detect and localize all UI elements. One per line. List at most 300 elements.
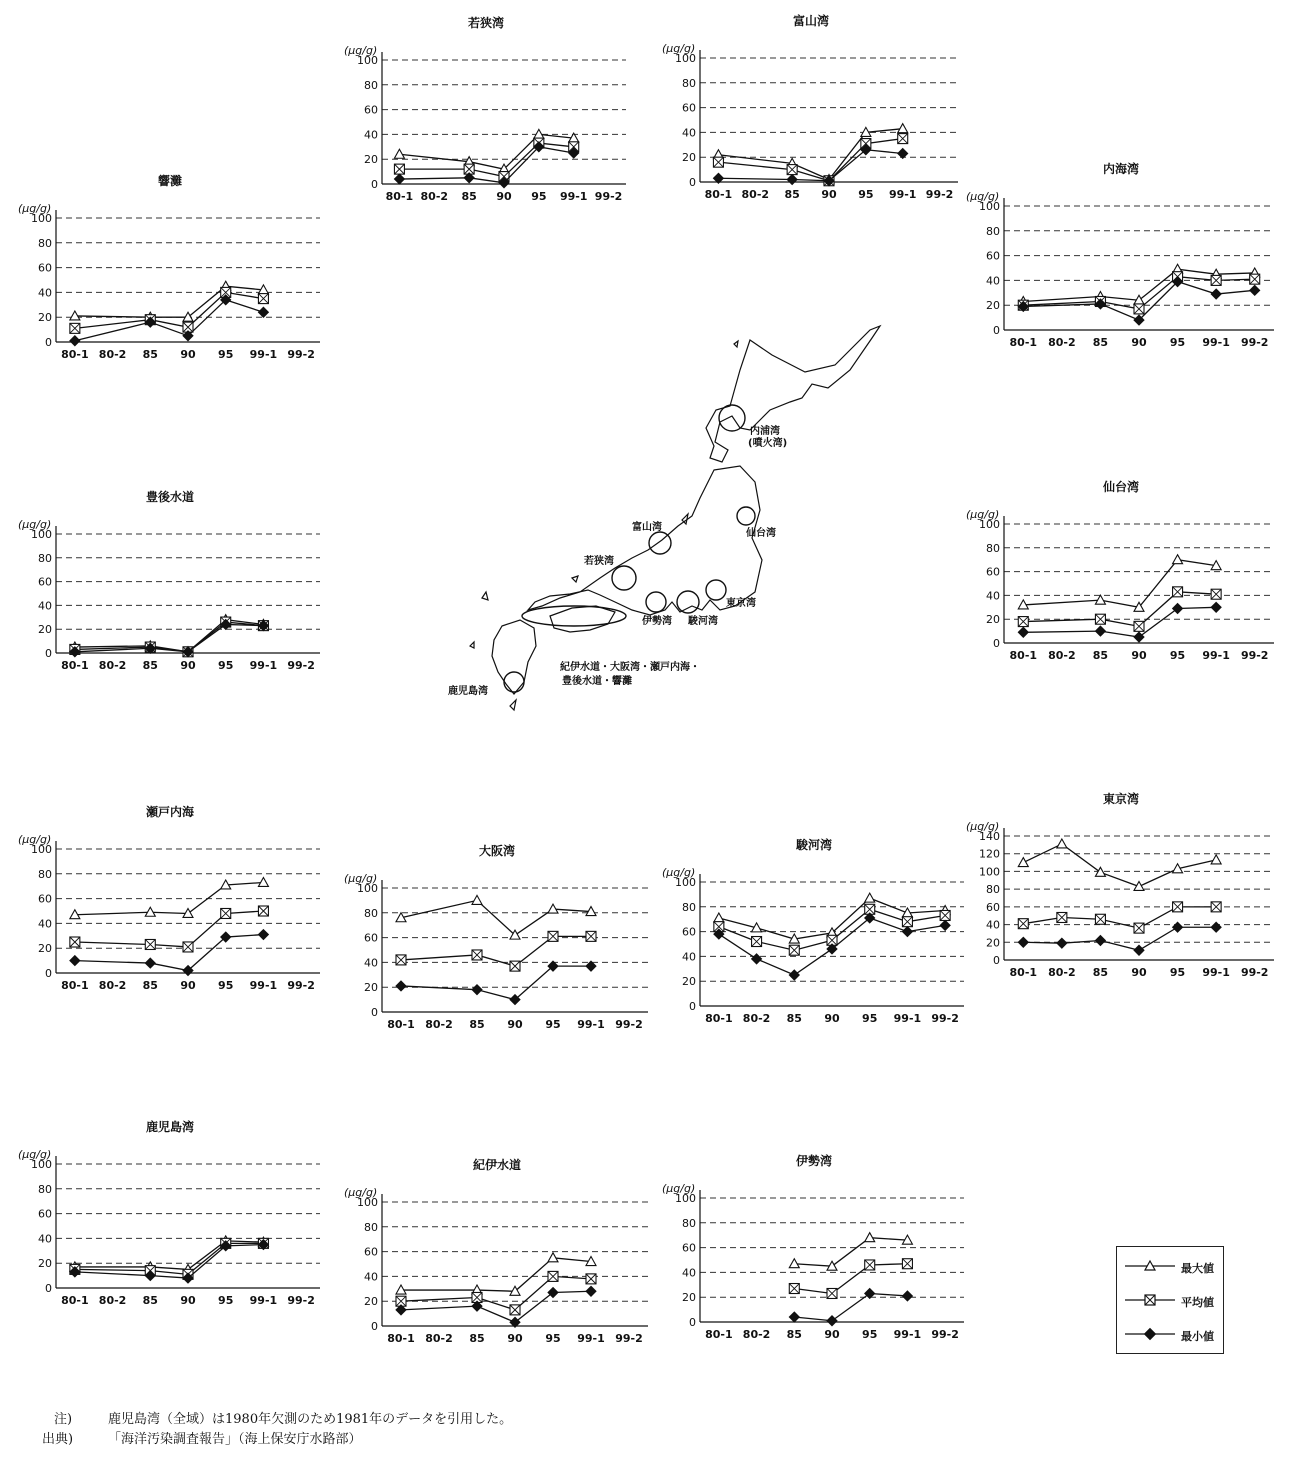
y-tick-label: 60 <box>38 892 52 906</box>
map-label-funka: (噴火湾) <box>748 438 788 449</box>
y-tick-label: 40 <box>38 286 52 300</box>
x-tick-label: 80-2 <box>1048 966 1076 979</box>
x-tick-label: 95 <box>858 188 874 201</box>
x-tick-label: 99-1 <box>559 190 588 203</box>
data-point-avg <box>1018 617 1028 627</box>
x-tick-label: 80-1 <box>705 1328 733 1341</box>
series-line-max <box>75 286 264 317</box>
data-point-min <box>1211 922 1221 932</box>
triangle-marker-icon <box>1123 1259 1177 1273</box>
rishiri-island <box>734 341 738 347</box>
chart-plot <box>656 1152 972 1352</box>
y-tick-label: 0 <box>45 1282 52 1295</box>
y-tick-label: 80 <box>38 867 52 881</box>
y-tick-label: 60 <box>38 1207 52 1221</box>
y-tick-label: 100 <box>675 52 696 65</box>
map-label-sendai: 仙台湾 <box>746 528 776 539</box>
data-point-min <box>752 954 762 964</box>
circle-toyama <box>649 532 671 554</box>
chart-bungo-channel <box>12 488 328 683</box>
y-unit-label: (μg/g) <box>662 1182 696 1195</box>
circle-uchiura <box>719 405 745 431</box>
oki-islands <box>572 576 578 582</box>
y-tick-label: 100 <box>675 876 696 889</box>
y-tick-label: 0 <box>689 1000 696 1013</box>
y-tick-label: 100 <box>357 1196 378 1209</box>
data-point-min <box>586 1286 596 1296</box>
x-tick-label: 90 <box>824 1012 840 1025</box>
data-point-max <box>472 895 482 904</box>
y-unit-label: (μg/g) <box>18 1148 52 1161</box>
chart-plot <box>12 1118 328 1318</box>
series-line-max <box>401 1258 591 1291</box>
chart-tokyo-bay <box>960 790 1282 990</box>
x-tick-label: 95 <box>218 348 234 361</box>
y-tick-label: 80 <box>682 1216 696 1230</box>
x-tick-label: 80-1 <box>385 190 414 203</box>
y-tick-label: 40 <box>38 1232 52 1246</box>
data-point-avg <box>1095 614 1105 624</box>
circle-suruga <box>677 591 699 613</box>
x-tick-label: 95 <box>545 1332 561 1345</box>
y-tick-label: 0 <box>45 967 52 980</box>
chart-title: 若狭湾 <box>467 16 504 30</box>
data-point-min <box>258 307 268 317</box>
x-tick-label: 85 <box>142 348 158 361</box>
kyushu-outline <box>492 620 536 694</box>
x-tick-label: 80-1 <box>1009 966 1038 979</box>
y-tick-label: 0 <box>371 1006 378 1019</box>
y-tick-label: 100 <box>675 1192 696 1205</box>
x-tick-label: 80-1 <box>61 979 89 992</box>
x-tick-label: 99-2 <box>1240 336 1269 349</box>
y-unit-label: (μg/g) <box>966 508 1000 521</box>
x-tick-label: 90 <box>180 1294 196 1307</box>
y-unit-label: (μg/g) <box>18 202 52 215</box>
chart-title: 駿河湾 <box>795 838 832 852</box>
map-label-uchiura: 内浦湾 <box>750 426 780 437</box>
x-tick-label: 85 <box>142 979 158 992</box>
map-label-wakasa: 若狭湾 <box>584 556 614 567</box>
circle-wakasa <box>612 566 636 590</box>
x-tick-label: 80-1 <box>387 1332 415 1345</box>
y-tick-label: 20 <box>682 151 696 165</box>
y-tick-label: 20 <box>364 1295 378 1309</box>
y-tick-label: 20 <box>986 613 1000 627</box>
data-point-min <box>1095 626 1105 636</box>
data-point-max <box>1134 881 1144 890</box>
y-tick-label: 80 <box>38 551 52 565</box>
data-point-avg <box>70 937 80 947</box>
data-point-avg <box>145 939 155 949</box>
y-tick-label: 60 <box>364 931 378 945</box>
tsushima-island <box>482 592 488 600</box>
data-point-avg <box>510 1305 520 1315</box>
y-tick-label: 120 <box>979 847 1000 861</box>
y-tick-label: 0 <box>45 647 52 660</box>
data-point-min <box>1018 937 1028 947</box>
data-point-avg <box>787 165 797 175</box>
chart-plot <box>960 478 1282 673</box>
x-tick-label: 99-2 <box>287 659 315 672</box>
x-tick-label: 80-1 <box>61 1294 89 1307</box>
data-point-avg <box>472 950 482 960</box>
series-line-min <box>75 935 264 971</box>
data-point-max <box>258 877 268 886</box>
x-tick-label: 85 <box>142 659 158 672</box>
circle-kagoshima <box>504 672 524 692</box>
series-line-max <box>1023 844 1216 887</box>
data-point-max <box>1018 858 1028 867</box>
y-tick-label: 60 <box>986 249 1000 263</box>
y-unit-label: (μg/g) <box>18 833 52 846</box>
source-note <box>42 1428 362 1447</box>
chart-plot <box>960 790 1282 990</box>
x-tick-label: 85 <box>461 190 477 203</box>
chart-plot <box>338 1156 656 1356</box>
data-point-min <box>394 174 404 184</box>
x-tick-label: 80-2 <box>742 1328 771 1341</box>
series-line-avg <box>75 292 264 328</box>
y-tick-label: 40 <box>364 956 378 970</box>
data-point-avg <box>940 910 950 920</box>
footnote-text: 鹿児島湾（全域）は1980年欠測のため1981年のデータを引用した。 <box>108 1412 513 1427</box>
x-tick-label: 80-1 <box>1009 336 1038 349</box>
okinawa-outline <box>510 700 516 710</box>
data-point-max <box>548 1253 558 1262</box>
data-point-avg <box>789 1284 799 1294</box>
series-line-min <box>75 624 264 651</box>
data-point-max <box>865 1233 875 1242</box>
y-tick-label: 80 <box>986 541 1000 555</box>
x-tick-label: 99-1 <box>249 979 278 992</box>
chart-title: 大阪湾 <box>478 844 515 858</box>
legend <box>1116 1246 1224 1354</box>
y-tick-label: 20 <box>986 936 1000 950</box>
ellipse-seto <box>522 606 626 626</box>
series-line-avg <box>401 936 591 966</box>
footnote <box>54 1408 512 1427</box>
x-tick-label: 80-1 <box>61 659 89 672</box>
x-tick-label: 80-2 <box>98 659 127 672</box>
x-tick-label: 99-2 <box>287 1294 315 1307</box>
x-tick-label: 99-1 <box>1202 966 1230 979</box>
data-point-min <box>1134 945 1144 955</box>
x-tick-label: 99-1 <box>888 188 917 201</box>
y-tick-label: 0 <box>689 176 696 189</box>
x-tick-label: 99-2 <box>615 1332 643 1345</box>
y-tick-label: 60 <box>986 565 1000 579</box>
source-label: 出典) <box>42 1432 74 1447</box>
y-tick-label: 100 <box>979 518 1000 531</box>
data-point-avg <box>548 931 558 941</box>
x-tick-label: 80-1 <box>705 1012 733 1025</box>
x-tick-label: 99-2 <box>1240 649 1269 662</box>
chart-plot <box>12 803 328 1003</box>
x-tick-label: 90 <box>1131 649 1147 662</box>
x-tick-label: 80-2 <box>1048 649 1076 662</box>
data-point-max <box>789 1259 799 1268</box>
y-tick-label: 80 <box>682 76 696 90</box>
data-point-avg <box>1018 919 1028 929</box>
y-tick-label: 60 <box>38 261 52 275</box>
y-tick-label: 40 <box>38 599 52 613</box>
data-point-avg <box>1095 914 1105 924</box>
x-tick-label: 95 <box>1169 966 1186 979</box>
data-point-max <box>898 124 908 133</box>
x-tick-label: 99-2 <box>287 979 315 992</box>
series-line-avg <box>401 1276 591 1309</box>
y-tick-label: 20 <box>682 975 696 989</box>
chart-ise-bay <box>656 1152 972 1352</box>
x-tick-label: 90 <box>180 348 196 361</box>
x-tick-label: 85 <box>1092 966 1109 979</box>
series-line-max <box>718 129 902 180</box>
data-point-min <box>396 981 406 991</box>
data-point-avg <box>183 942 193 952</box>
x-tick-label: 80-1 <box>387 1018 415 1031</box>
x-tick-label: 99-2 <box>931 1012 959 1025</box>
x-tick-label: 95 <box>531 190 547 203</box>
x-tick-label: 95 <box>1169 336 1186 349</box>
x-tick-label: 99-1 <box>577 1332 605 1345</box>
x-tick-label: 85 <box>469 1332 485 1345</box>
chart-plot <box>12 172 328 372</box>
data-point-avg <box>548 1271 558 1281</box>
chart-title: 富山湾 <box>792 14 829 28</box>
hokkaido-outline <box>706 326 880 462</box>
chart-title: 内海湾 <box>1102 162 1139 176</box>
data-point-avg <box>752 937 762 947</box>
data-point-min <box>898 148 908 158</box>
y-tick-label: 0 <box>993 324 1000 337</box>
chart-kii-channel <box>338 1156 656 1356</box>
y-tick-label: 20 <box>364 153 378 167</box>
y-tick-label: 20 <box>986 299 1000 313</box>
data-point-avg <box>586 931 596 941</box>
y-tick-label: 40 <box>986 274 1000 288</box>
x-tick-label: 95 <box>862 1328 878 1341</box>
data-point-avg <box>258 906 268 916</box>
y-tick-label: 40 <box>682 950 696 964</box>
y-tick-label: 0 <box>371 1320 378 1333</box>
x-tick-label: 80-2 <box>98 1294 127 1307</box>
data-point-min <box>902 1291 912 1301</box>
data-point-min <box>789 1312 799 1322</box>
data-point-min <box>1173 922 1183 932</box>
data-point-avg <box>70 323 80 333</box>
y-tick-label: 60 <box>682 1241 696 1255</box>
data-point-max <box>1095 595 1105 604</box>
y-tick-label: 20 <box>364 981 378 995</box>
x-tick-label: 99-1 <box>249 348 278 361</box>
x-tick-label: 80-1 <box>704 188 733 201</box>
x-tick-label: 80-2 <box>98 348 127 361</box>
data-point-avg <box>1134 621 1144 631</box>
x-tick-label: 90 <box>821 188 837 201</box>
chart-uchiura-bay <box>960 160 1282 360</box>
series-line-min <box>75 300 264 341</box>
x-tick-label: 90 <box>824 1328 840 1341</box>
y-tick-label: 40 <box>364 128 378 142</box>
chart-osaka-bay <box>338 842 656 1042</box>
x-tick-label: 80-2 <box>741 188 770 201</box>
chart-hibikinada <box>12 172 328 372</box>
map-label-ise: 伊勢湾 <box>642 616 672 627</box>
data-point-avg <box>902 917 912 927</box>
x-tick-label: 80-1 <box>61 348 89 361</box>
data-point-avg <box>1211 589 1221 599</box>
x-tick-label: 80-1 <box>1009 649 1038 662</box>
data-point-avg <box>586 1274 596 1284</box>
y-unit-label: (μg/g) <box>662 866 696 879</box>
chart-plot <box>338 842 656 1042</box>
goto-islands <box>470 642 474 648</box>
data-point-min <box>70 336 80 346</box>
x-tick-label: 95 <box>862 1012 878 1025</box>
chart-title: 東京湾 <box>1102 792 1139 806</box>
data-point-avg <box>713 157 723 167</box>
y-tick-label: 40 <box>682 126 696 140</box>
diamond-marker-icon <box>1123 1327 1177 1341</box>
data-point-min <box>1211 602 1221 612</box>
x-tick-label: 99-1 <box>893 1012 922 1025</box>
y-tick-label: 60 <box>986 900 1000 914</box>
y-unit-label: (μg/g) <box>966 190 1000 203</box>
data-point-min <box>258 930 268 940</box>
series-line-avg <box>75 1243 264 1274</box>
y-tick-label: 80 <box>364 78 378 92</box>
chart-wakasa-bay <box>338 14 634 214</box>
series-line-min <box>401 966 591 999</box>
chart-sendai-bay <box>960 478 1282 673</box>
chart-title: 仙台湾 <box>1102 480 1139 494</box>
y-tick-label: 40 <box>364 1270 378 1284</box>
data-point-avg <box>394 164 404 174</box>
data-point-avg <box>1250 274 1260 284</box>
data-point-min <box>1095 936 1105 946</box>
honshu-outline <box>528 466 762 615</box>
chart-title: 瀬戸内海 <box>145 805 194 819</box>
y-tick-label: 80 <box>986 883 1000 897</box>
x-tick-label: 90 <box>496 190 512 203</box>
data-point-avg <box>1211 275 1221 285</box>
y-tick-label: 100 <box>357 54 378 67</box>
chart-plot <box>338 14 634 214</box>
x-tick-label: 99-2 <box>1240 966 1269 979</box>
y-tick-label: 80 <box>38 1182 52 1196</box>
data-point-min <box>1134 632 1144 642</box>
data-point-avg <box>1173 902 1183 912</box>
chart-title: 豊後水道 <box>145 490 194 504</box>
x-tick-label: 85 <box>786 1012 802 1025</box>
data-point-max <box>1173 555 1183 564</box>
map-label-suruga: 駿河湾 <box>688 616 718 627</box>
circle-tokyo <box>706 580 726 600</box>
x-tick-label: 99-1 <box>249 1294 278 1307</box>
legend-label-avg: 平均値 <box>1181 1296 1214 1309</box>
data-point-min <box>827 1316 837 1326</box>
map-label-tokyo: 東京湾 <box>726 598 756 609</box>
chart-title: 紀伊水道 <box>472 1158 521 1172</box>
x-tick-label: 99-2 <box>925 188 954 201</box>
x-tick-label: 99-2 <box>287 348 315 361</box>
data-point-min <box>1018 627 1028 637</box>
y-tick-label: 40 <box>682 1266 696 1280</box>
data-point-max <box>714 913 724 922</box>
series-line-min <box>1023 927 1216 950</box>
y-unit-label: (μg/g) <box>344 872 378 885</box>
map-label-toyama: 富山湾 <box>632 522 662 533</box>
map-label-kagoshima: 鹿児島湾 <box>448 686 488 697</box>
y-unit-label: (μg/g) <box>966 820 1000 833</box>
data-point-min <box>1057 938 1067 948</box>
x-tick-label: 80-2 <box>420 190 449 203</box>
data-point-min <box>145 958 155 968</box>
data-point-min <box>787 175 797 185</box>
x-tick-label: 95 <box>545 1018 561 1031</box>
chart-suruga-bay <box>656 836 972 1036</box>
y-tick-label: 40 <box>986 918 1000 932</box>
x-tick-label: 99-2 <box>615 1018 643 1031</box>
x-tick-label: 85 <box>469 1018 485 1031</box>
chart-kagoshima-bay <box>12 1118 328 1318</box>
y-tick-label: 20 <box>38 1257 52 1271</box>
series-line-max <box>1023 560 1216 608</box>
map-label-seto-group: 紀伊水道・大阪湾・瀬戸内海・ <box>560 662 700 673</box>
y-tick-label: 100 <box>31 528 52 541</box>
y-tick-label: 100 <box>357 882 378 895</box>
y-tick-label: 60 <box>682 101 696 115</box>
y-tick-label: 80 <box>38 236 52 250</box>
chart-title: 鹿児島湾 <box>145 1120 194 1134</box>
y-tick-label: 0 <box>993 954 1000 967</box>
x-tick-label: 95 <box>218 1294 234 1307</box>
x-tick-label: 90 <box>1131 966 1147 979</box>
x-tick-label: 80-2 <box>98 979 127 992</box>
x-tick-label: 85 <box>784 188 800 201</box>
y-tick-label: 100 <box>979 200 1000 213</box>
x-tick-label: 99-1 <box>249 659 278 672</box>
legend-label-min: 最小値 <box>1181 1330 1214 1343</box>
data-point-max <box>1211 855 1221 864</box>
series-line-max <box>794 1238 907 1267</box>
y-tick-label: 60 <box>38 575 52 589</box>
chart-plot <box>656 836 972 1036</box>
x-tick-label: 99-1 <box>577 1018 605 1031</box>
y-tick-label: 60 <box>364 1245 378 1259</box>
x-tick-label: 85 <box>1092 649 1109 662</box>
data-point-min <box>940 920 950 930</box>
y-tick-label: 100 <box>31 1158 52 1171</box>
x-tick-label: 85 <box>786 1328 802 1341</box>
y-tick-label: 140 <box>979 830 1000 843</box>
y-unit-label: (μg/g) <box>344 44 378 57</box>
data-point-avg <box>1134 304 1144 314</box>
series-line-avg <box>75 911 264 947</box>
y-tick-label: 80 <box>682 900 696 914</box>
y-tick-label: 0 <box>371 178 378 191</box>
x-tick-label: 95 <box>218 979 234 992</box>
x-tick-label: 99-1 <box>1202 336 1230 349</box>
series-line-avg <box>794 1264 907 1294</box>
data-point-min <box>1250 285 1260 295</box>
data-point-max <box>548 904 558 913</box>
data-point-min <box>70 956 80 966</box>
map-label-bungo-group: 豊後水道・響灘 <box>562 676 632 687</box>
y-tick-label: 100 <box>979 865 1000 879</box>
y-tick-label: 0 <box>993 637 1000 650</box>
